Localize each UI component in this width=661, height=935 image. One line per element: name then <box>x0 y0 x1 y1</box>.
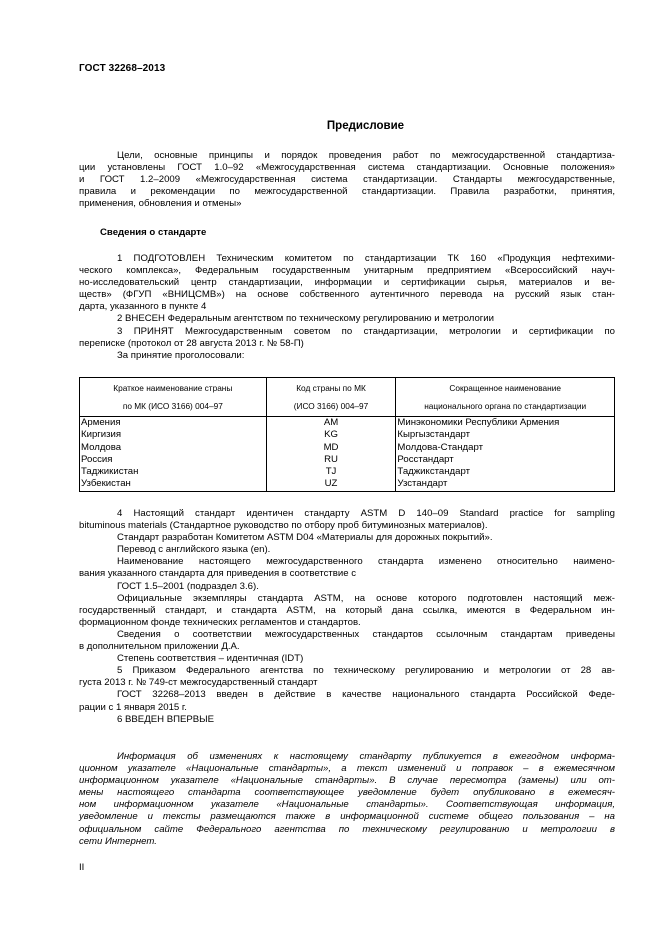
table-row <box>80 429 615 441</box>
cell-code: AM <box>266 417 396 430</box>
cell-body: Таджикстандарт <box>396 466 615 478</box>
item1-line: но-исследовательский центр стандартизации, информации и сертификации сырья, материалов и ве- <box>79 277 615 289</box>
cell-code: KG <box>266 429 396 441</box>
item4-copies-line: формационном фонде технических регламентов и стандартов. <box>79 616 361 628</box>
item2-line: 2 ВНЕСЕН Федеральным агентством по техническому регулированию и метрологии <box>117 313 495 325</box>
page-number: II <box>79 862 85 873</box>
cell-body: Кыргызстандарт <box>396 429 615 441</box>
item4-block <box>79 508 615 726</box>
item5-gost-line: ГОСТ 32268–2013 введен в действие в качестве национального стандарта Российской Феде- <box>117 689 615 701</box>
item4-copies-line: государственный стандарт, и стандарта ASTM, на который дана ссылка, имеются в Федеральном ин- <box>79 604 615 616</box>
item4-developer-line: Стандарт разработан Комитетом ASTM D04 «Материалы для дорожных покрытий». <box>117 532 493 544</box>
item1-paragraph <box>79 253 615 362</box>
table-header-row <box>80 378 615 417</box>
cell-body: Узстандарт <box>396 478 615 491</box>
notice-line: информационном указателе «Национальные стандарты». В случае пересмотра (замены) или от- <box>79 775 615 787</box>
cell-country: Таджикистан <box>80 466 267 478</box>
table-row <box>80 442 615 454</box>
cell-code: RU <box>266 454 396 466</box>
cell-country: Киргизия <box>80 429 267 441</box>
item1-line: дарта, указанного в пункте 4 <box>79 301 207 313</box>
item5-line: 5 Приказом Федерального агентства по техническому регулированию и метрологии от 28 ав- <box>117 665 615 677</box>
cell-country: Молдова <box>80 442 267 454</box>
cell-country: Узбекистан <box>80 478 267 491</box>
notice-line: Информация об изменениях к настоящему стандарту публикуется в ежегодном информа- <box>117 751 615 762</box>
item4-degree-line: Степень соответствия – идентичная (IDT) <box>117 653 304 665</box>
item3-line: 3 ПРИНЯТ Межгосударственным советом по стандартизации, метрологии и сертификации по <box>117 325 615 337</box>
intro-line: Цели, основные принципы и порядок проведения работ по межгосударственной стандартиза- <box>117 150 615 161</box>
item4-line: bituminous materials (Стандартное руководство по отбору проб битуминозных материалов). <box>79 520 488 532</box>
intro-line: и ГОСТ 1.2–2009 «Межгосударственная система стандартизации. Стандарты межгосударственные, <box>79 174 615 186</box>
notice-paragraph <box>79 751 615 848</box>
item4-refs-line: Сведения о соответствии межгосударственных стандартов ссылочным стандартам приведены <box>117 628 615 640</box>
item4-refs-line: в дополнительном приложении Д.А. <box>79 641 240 653</box>
notice-line: ном информационном указателе «Национальные стандарты». Соответствующая информация, <box>79 799 615 811</box>
intro-line: ции установлены ГОСТ 1.0–92 «Межгосударственная система стандартизации. Основные положения» <box>79 162 615 174</box>
document-code-header: ГОСТ 32268–2013 <box>79 63 166 74</box>
column-header-body: Сокращенное наименование национального органа по стандартизации <box>396 378 615 417</box>
notice-line: ционном указателе «Национальные стандарты», а текст изменений и поправок – в ежемесячном <box>79 763 615 775</box>
intro-paragraph <box>79 150 615 210</box>
cell-body: Минэкономики Республики Армения <box>396 417 615 430</box>
table-row <box>80 417 615 430</box>
item4-gost-line: ГОСТ 1.5–2001 (подраздел 3.6). <box>117 580 259 592</box>
section-heading: Сведения о стандарте <box>100 227 207 238</box>
item4-line: 4 Настоящий стандарт идентичен стандарту ASTM D 140–09 Standard practice for sampling <box>117 508 615 519</box>
intro-line: правила и рекомендации по межгосударственной стандартизации. Правила разработки, принятия, <box>79 186 615 198</box>
cell-body: Молдова-Стандарт <box>396 442 615 454</box>
cell-country: Армения <box>80 417 267 430</box>
item1-line: ществ» (ФГУП «ВНИЦСМВ») на основе собственного аутентичного перевода на русский язык стан- <box>79 289 615 301</box>
countries-table <box>79 377 615 492</box>
cell-country: Россия <box>80 454 267 466</box>
column-header-code: Код страны по МК (ИСО 3166) 004–97 <box>266 378 396 417</box>
voted-line: За принятие проголосовали: <box>117 349 245 361</box>
item1-line: ческого комплекса», Федеральным государственным унитарным предприятием «Всероссийский науч- <box>79 265 615 277</box>
intro-line: применения, обновления и отмены» <box>79 198 242 210</box>
item4-copies-line: Официальные экземпляры стандарта ASTM, на основе которого подготовлен настоящий меж- <box>117 592 615 604</box>
notice-line: уведомление и тексты размещаются также в информационной системе общего пользования – на <box>79 811 615 823</box>
notice-line: официальном сайте Федерального агентства по техническому регулированию и метрологии в <box>79 823 615 835</box>
cell-code: MD <box>266 442 396 454</box>
item6-line: 6 ВВЕДЕН ВПЕРВЫЕ <box>117 713 215 725</box>
cell-code: TJ <box>266 466 396 478</box>
page-title: Предисловие <box>326 120 405 132</box>
item4-language-line: Перевод с английского языка (en). <box>117 544 271 556</box>
table-row <box>80 466 615 478</box>
item3-line: переписке (протокол от 28 августа 2013 г. № 58-П) <box>79 337 304 349</box>
notice-line: сети Интернет. <box>79 835 157 847</box>
notice-line: мены настоящего стандарта соответствующее уведомление будет опубликовано в ежемесяч- <box>79 787 615 799</box>
item1-line: 1 ПОДГОТОВЛЕН Техническим комитетом по стандартизации ТК 160 «Продукция нефтехими- <box>117 253 615 264</box>
column-header-country: Краткое наименование страны по МК (ИСО 3166) 004–97 <box>80 378 267 417</box>
table-row <box>80 454 615 466</box>
cell-code: UZ <box>266 478 396 491</box>
item4-name-line: вания указанного стандарта для приведения в соответствие с <box>79 568 357 580</box>
item5-gost-line: рации с 1 января 2015 г. <box>79 701 187 713</box>
table-row <box>80 478 615 491</box>
cell-body: Росстандарт <box>396 454 615 466</box>
item4-name-line: Наименование настоящего межгосударственного стандарта изменено относительно наимено- <box>117 556 615 568</box>
item5-line: густа 2013 г. № 749-ст межгосударственный стандарт <box>79 677 318 689</box>
